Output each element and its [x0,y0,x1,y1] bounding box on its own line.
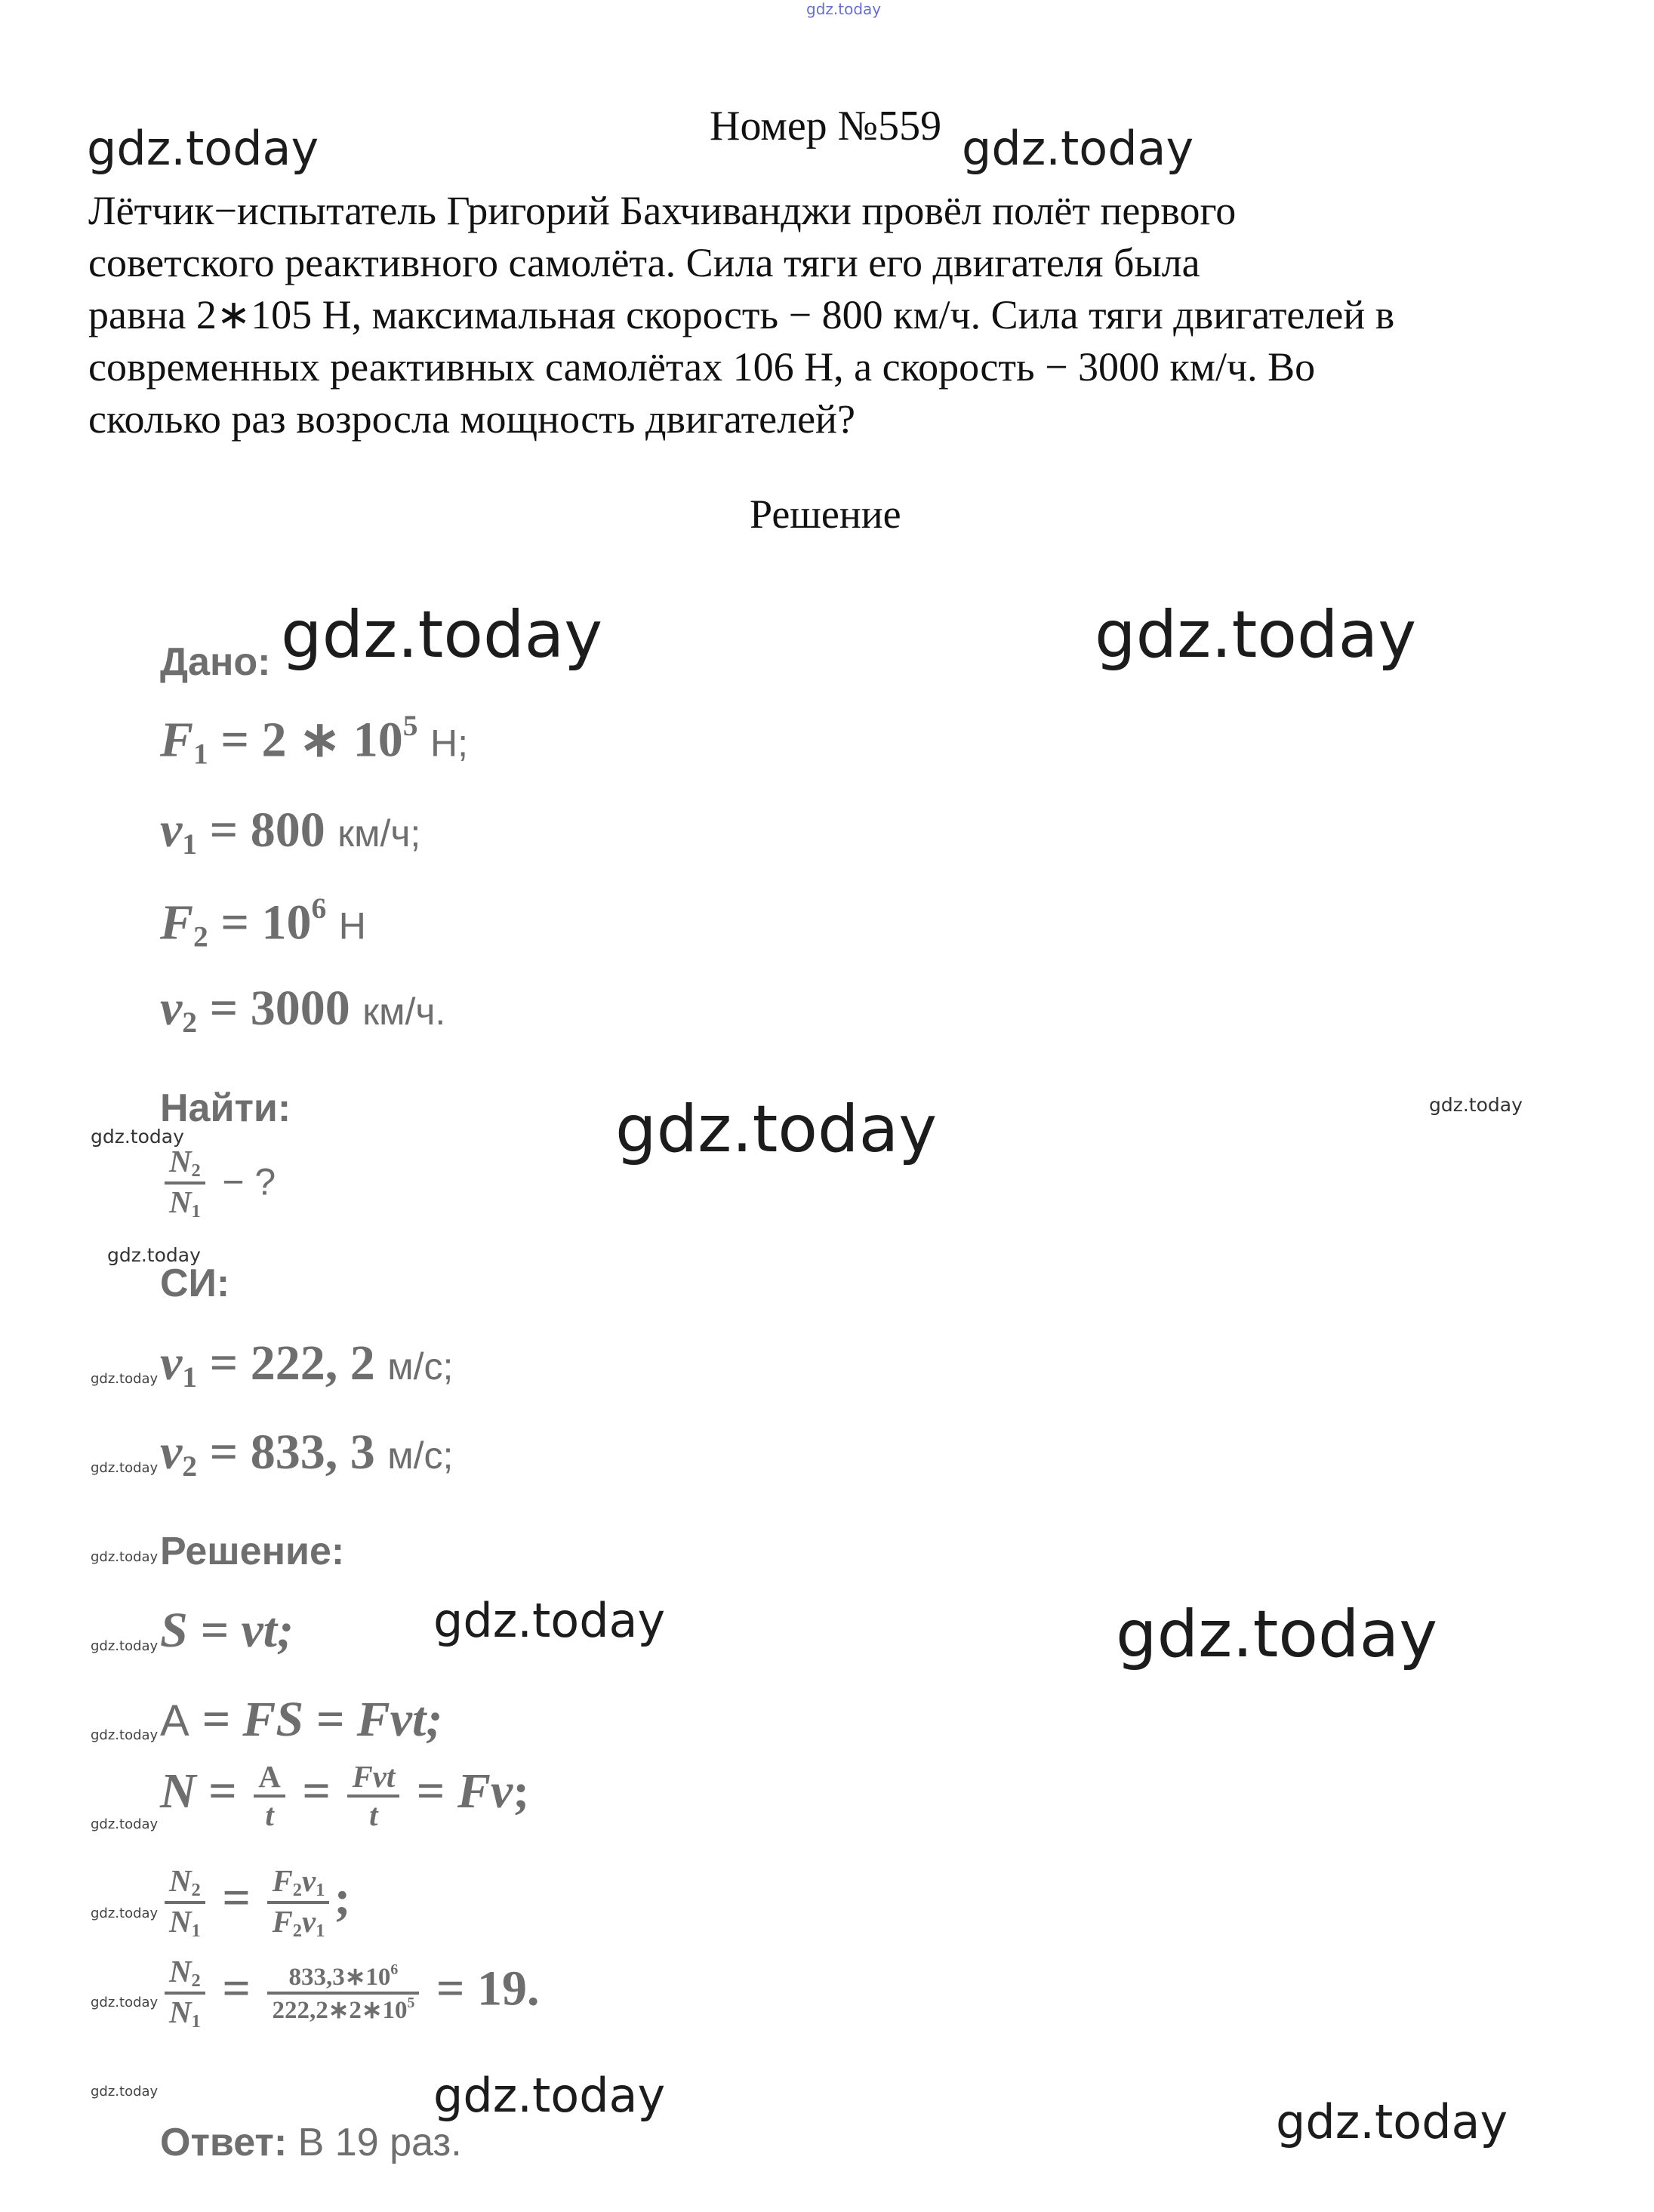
result-lhs: $\frac{N_2}{N_1}$ [165,1954,205,2033]
ratio-rhs: $\frac{F_2v_1}{F_2v_1}$ [267,1863,329,1942]
problem-text [88,185,1598,445]
watermark: gdz.today [1116,1597,1438,1672]
v2-value: 3000 [250,981,350,1036]
problem-line: советского реактивного самолёта. Сила тяги его двигателя была [88,240,1200,285]
si-v2-value: 833, 3 [250,1425,375,1480]
f2-exponent: 6 [311,892,327,925]
f1-unit: Н; [430,722,469,765]
watermark: gdz.today [91,2084,159,2100]
si-v1-value: 222, 2 [250,1336,375,1391]
watermark: gdz.today [107,1244,201,1266]
watermark: gdz.today [87,121,319,176]
formula-power: N = $\frac{A}{t}$ = $\frac{\text{Fvt}}{t}$ = Fv; [160,1760,530,1833]
f1-value: 2 ∗ 10 [261,712,403,768]
ratio-fraction: $\frac{N_2}{N_1}$ [165,1144,205,1223]
answer-label: Ответ: [160,2121,288,2164]
watermark: gdz.today [1429,1094,1523,1116]
watermark: gdz.today [91,1905,159,1921]
watermark: gdz.today [91,1549,159,1565]
top-watermark: gdz.today [806,0,882,18]
f1-exponent: 5 [402,709,418,742]
answer [160,2120,462,2165]
power-fraction-2: $\frac{\text{Fvt}}{t}$ [347,1759,399,1833]
watermark: gdz.today [1276,2094,1508,2149]
si-label: СИ: [160,1262,230,1305]
given-v1: $v_1 = 800$ км/ч; [160,803,421,861]
formula-result: $\frac{N_2}{N_1}$ = $\frac{833,3∗10^6}{222,2∗2∗10^5}$ = 19. [160,1954,540,2033]
find-ratio [160,1144,276,1223]
power-fraction-1: $\frac{A}{t}$ [254,1759,285,1833]
formula-distance: S = vt; [160,1603,294,1658]
result-rhs [267,1961,419,2026]
watermark: gdz.today [962,121,1194,176]
watermark: gdz.today [91,1371,159,1387]
si-v1-unit: м/с; [387,1345,454,1388]
find-label: Найти: [160,1086,291,1130]
page-title: Номер №559 [710,103,942,149]
v1-value: 800 [250,803,325,858]
f2-unit: Н [338,904,366,947]
v2-unit: км/ч. [362,990,446,1033]
given-label: Дано: [160,640,271,684]
formula-work: А = FS = Fvt; [160,1692,443,1747]
v1-unit: км/ч; [337,812,421,855]
watermark: gdz.today [1095,597,1417,673]
watermark: gdz.today [433,1593,666,1648]
watermark: gdz.today [91,1995,159,2010]
formula-work-rest: = FS = Fvt; [189,1692,443,1747]
watermark: gdz.today [615,1092,938,1167]
result-value: = 19. [436,1961,540,2016]
watermark: gdz.today [433,2068,666,2123]
watermark: gdz.today [91,1727,159,1743]
problem-line: сколько раз возросла мощность двигателей? [88,396,855,442]
given-f1: $F_1 = 2$ ∗ $10^5$ Н; [160,709,469,771]
si-v1: $v_1 = 222$, 2 м/с; [160,1336,454,1394]
formula-ratio: $\frac{N_2}{N_1}$ = $\frac{F_2v_1}{F_2v_1}$ ; [160,1863,350,1942]
result-denominator: 222,2∗2∗10 [272,1997,408,2025]
watermark: gdz.today [91,1816,159,1832]
watermark: gdz.today [91,1126,184,1148]
solution-label: Решение: [160,1530,345,1573]
result-numerator: 833,3∗10 [288,1963,391,1991]
solution-heading: Решение [750,491,901,537]
answer-text: В 19 раз. [297,2121,462,2164]
problem-line: Лётчик−испытатель Григорий Бахчиванджи провёл полёт первого [88,188,1237,233]
watermark: gdz.today [91,1638,159,1654]
si-v2-unit: м/с; [387,1434,454,1477]
watermark: gdz.today [91,1460,159,1476]
problem-line: современных реактивных самолётах 106 Н, а скорость − 3000 км/ч. Во [88,344,1316,390]
formula-distance-rest: = vt; [187,1603,294,1658]
watermark: gdz.today [281,597,603,673]
f2-value: 10 [261,895,312,950]
ratio-lhs: $\frac{N_2}{N_1}$ [165,1863,205,1942]
problem-line: равна 2∗105 Н, максимальная скорость − 800 км/ч. Сила тяги двигателей в [88,292,1395,337]
find-suffix: − ? [222,1160,276,1203]
given-f2: $F_2 = 10^6$ Н [160,892,366,954]
result-numerator-exp: 6 [390,1961,399,1978]
si-v2: $v_2 = 833$, 3 м/с; [160,1425,454,1483]
given-v2: $v_2 = 3000$ км/ч. [160,981,446,1039]
result-denominator-exp: 5 [407,1995,415,2012]
